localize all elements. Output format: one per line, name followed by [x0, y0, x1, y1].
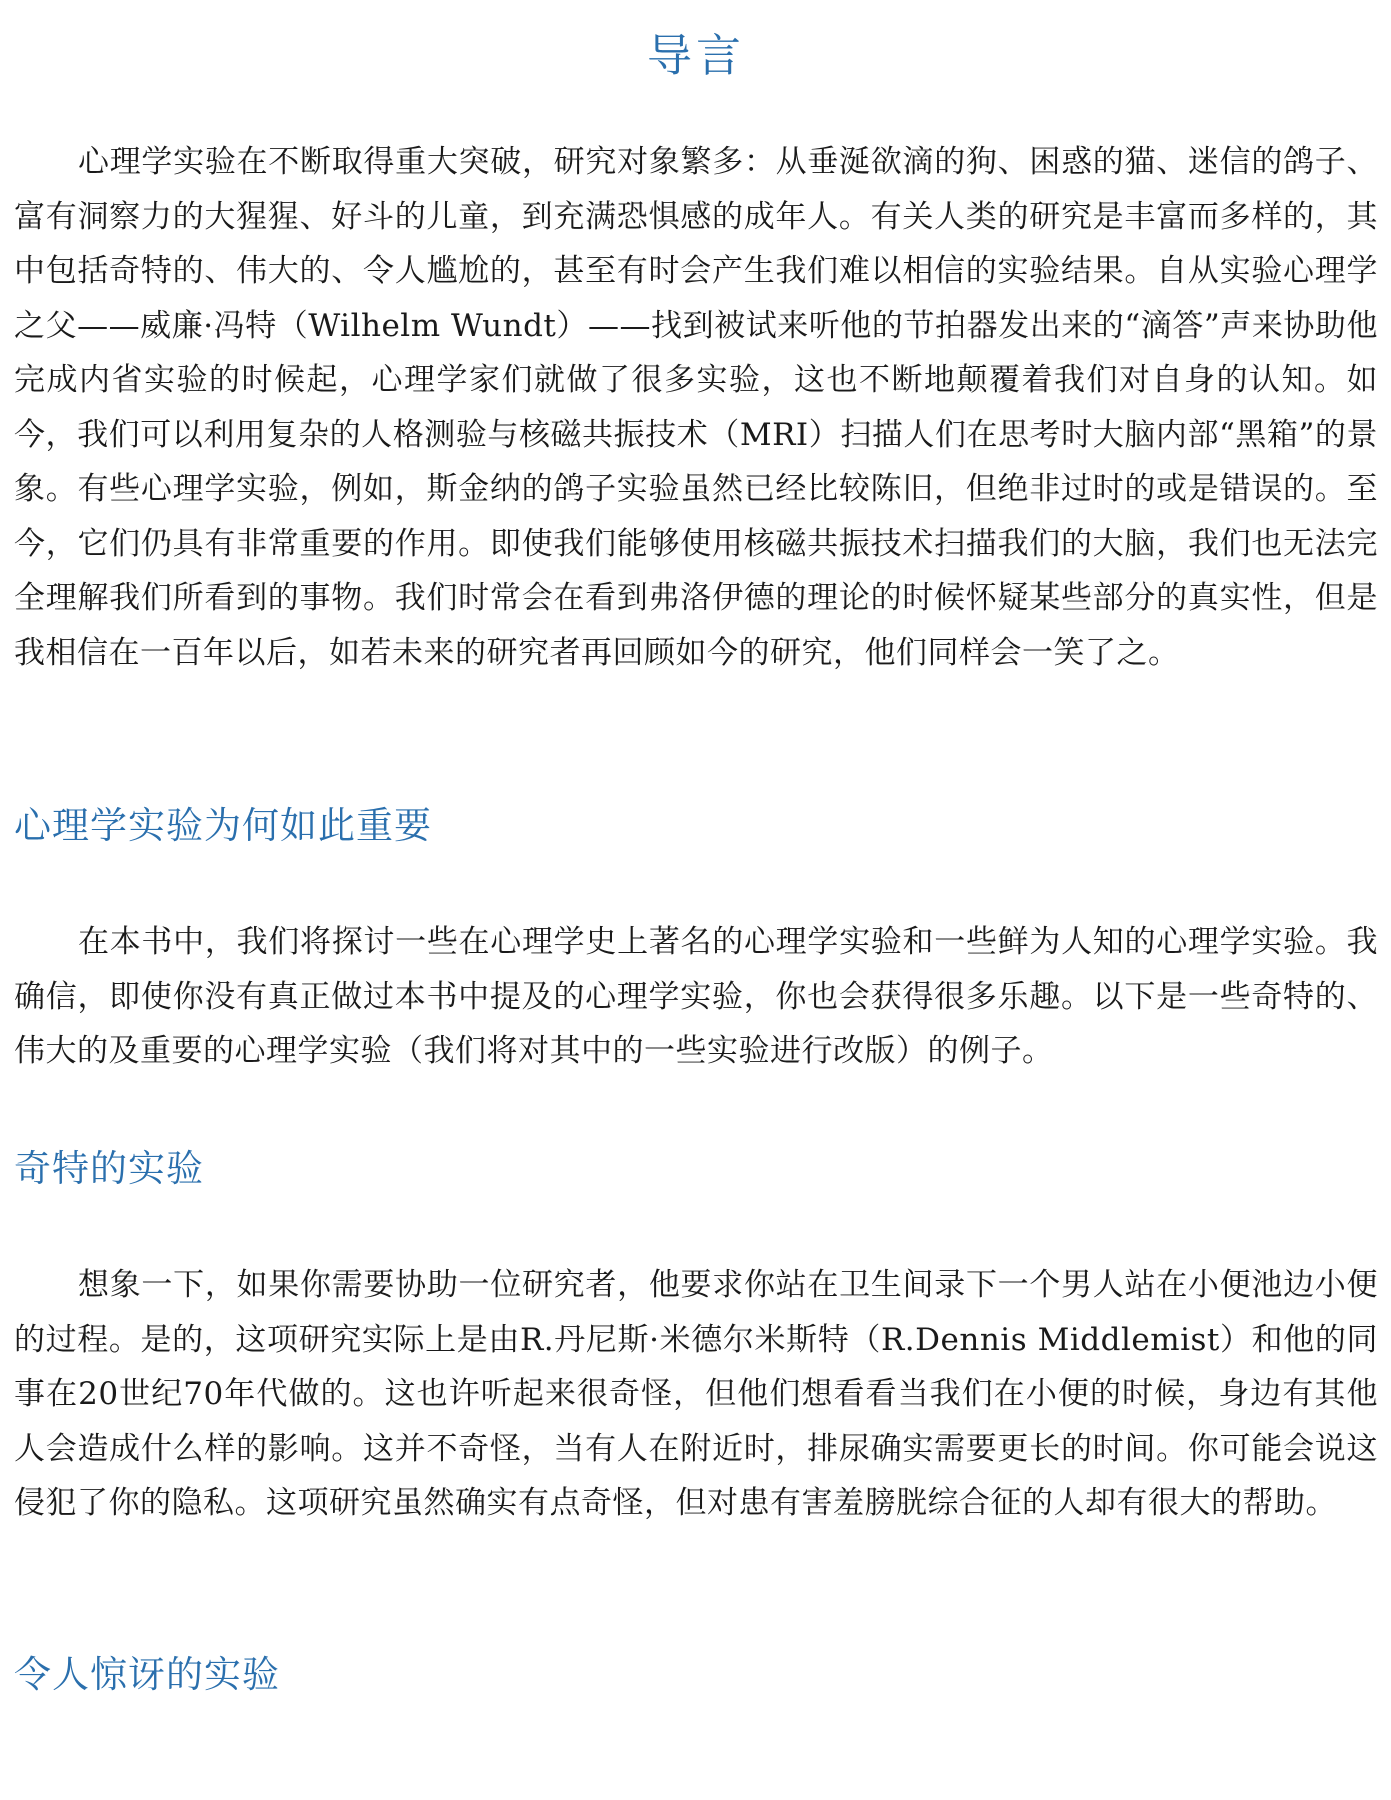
importance-paragraph: 在本书中，我们将探讨一些在心理学史上著名的心理学实验和一些鲜为人知的心理学实验。我确信，即使你没有真正做过本书中提及的心理学实验，你也会获得很多乐趣。以下是一些奇特的、伟大的及重要的心理学实验（我们将对其中的一些实验进行改版）的例子。: [14, 924, 1378, 1069]
strange-paragraph: 想象一下，如果你需要协助一位研究者，他要求你站在卫生间录下一个男人站在小便池边小便的过程。是的，这项研究实际上是由R.丹尼斯·米德尔米斯特（R.Dennis Middlemist）和他的同事在20世纪70年代做的。这也许听起来很奇怪，但他们想看看当我们在小便的时候，身边有其他人会造成什么样的影响。这并不奇怪，当有人在附近时，排尿确实需要更长的时间。你可能会说这侵犯了你的隐私。这项研究虽然确实有点奇怪，但对患有害羞膀胱综合征的人却有很大的帮助。: [14, 1267, 1378, 1521]
document-page: [14, 0, 1378, 1800]
page-title: 导言: [646, 29, 745, 82]
section-heading-strange: 奇特的实验: [14, 1147, 204, 1190]
section-heading-surprising: 令人惊讶的实验: [14, 1653, 280, 1696]
intro-paragraph: 心理学实验在不断取得重大突破，研究对象繁多：从垂涎欲滴的狗、困惑的猫、迷信的鸽子、富有洞察力的大猩猩、好斗的儿童，到充满恐惧感的成年人。有关人类的研究是丰富而多样的，其中包括奇特的、伟大的、令人尴尬的，甚至有时会产生我们难以相信的实验结果。自从实验心理学之父——威廉·冯特（Wilhelm Wundt）——找到被试来听他的节拍器发出来的“滴答”声来协助他完成内省实验的时候起，心理学家们就做了很多实验，这也不断地颠覆着我们对自身的认知。如今，我们可以利用复杂的人格测验与核磁共振技术（MRI）扫描人们在思考时大脑内部“黑箱”的景象。有些心理学实验，例如，斯金纳的鸽子实验虽然已经比较陈旧，但绝非过时的或是错误的。至今，它们仍具有非常重要的作用。即使我们能够使用核磁共振技术扫描我们的大脑，我们也无法完全理解我们所看到的事物。我们时常会在看到弗洛伊德的理论的时候怀疑某些部分的真实性，但是我相信在一百年以后，如若未来的研究者再回顾如今的研究，他们同样会一笑了之。: [14, 144, 1378, 671]
section-heading-importance: 心理学实验为何如此重要: [14, 804, 432, 847]
